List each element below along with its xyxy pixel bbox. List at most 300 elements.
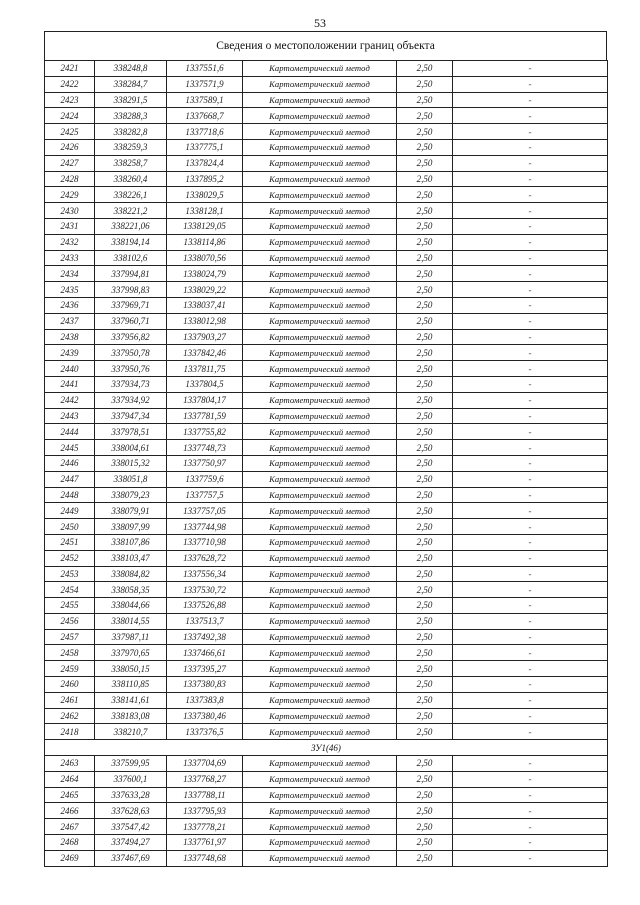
coord-x-cell: 338102,6 [95,250,167,266]
accuracy-cell: 2,50 [397,582,453,598]
accuracy-cell: 2,50 [397,661,453,677]
method-cell: Картометрический метод [243,171,397,187]
accuracy-cell: 2,50 [397,392,453,408]
note-cell: - [453,424,608,440]
coord-y-cell: 1338070,56 [167,250,243,266]
coord-x-cell: 338079,23 [95,487,167,503]
note-cell: - [453,329,608,345]
note-cell: - [453,124,608,140]
method-cell: Картометрический метод [243,787,397,803]
method-cell: Картометрический метод [243,61,397,77]
method-cell: Картометрический метод [243,440,397,456]
accuracy-cell: 2,50 [397,550,453,566]
method-cell: Картометрический метод [243,218,397,234]
note-cell: - [453,392,608,408]
note-cell: - [453,708,608,724]
accuracy-cell: 2,50 [397,519,453,535]
table-row [45,819,608,835]
note-cell: - [453,850,608,866]
coord-y-cell: 1337759,6 [167,471,243,487]
coord-y-cell: 1337757,05 [167,503,243,519]
method-cell: Картометрический метод [243,282,397,298]
point-number-cell: 2450 [45,519,95,535]
coord-y-cell: 1338024,79 [167,266,243,282]
table-row [45,124,608,140]
point-number-cell: 2429 [45,187,95,203]
method-cell: Картометрический метод [243,329,397,345]
note-cell: - [453,171,608,187]
table-row [45,661,608,677]
note-cell: - [453,218,608,234]
note-cell: - [453,819,608,835]
table-row [45,313,608,329]
accuracy-cell: 2,50 [397,645,453,661]
coord-y-cell: 1337788,11 [167,787,243,803]
table-row [45,519,608,535]
coord-x-cell: 338015,32 [95,455,167,471]
coord-x-cell: 338084,82 [95,566,167,582]
method-cell: Картометрический метод [243,92,397,108]
accuracy-cell: 2,50 [397,124,453,140]
method-cell: Картометрический метод [243,424,397,440]
accuracy-cell: 2,50 [397,424,453,440]
method-cell: Картометрический метод [243,724,397,740]
note-cell: - [453,234,608,250]
note-cell: - [453,440,608,456]
section-label: ЗУ1(46) [45,740,608,756]
note-cell: - [453,724,608,740]
note-cell: - [453,76,608,92]
point-number-cell: 2454 [45,582,95,598]
note-cell: - [453,108,608,124]
table-row [45,329,608,345]
coord-y-cell: 1337466,61 [167,645,243,661]
method-cell: Картометрический метод [243,756,397,772]
point-number-cell: 2440 [45,361,95,377]
coord-y-cell: 1337628,72 [167,550,243,566]
accuracy-cell: 2,50 [397,187,453,203]
point-number-cell: 2453 [45,566,95,582]
method-cell: Картометрический метод [243,250,397,266]
point-number-cell: 2465 [45,787,95,803]
accuracy-cell: 2,50 [397,234,453,250]
note-cell: - [453,787,608,803]
point-number-cell: 2444 [45,424,95,440]
method-cell: Картометрический метод [243,519,397,535]
note-cell: - [453,376,608,392]
method-cell: Картометрический метод [243,455,397,471]
method-cell: Картометрический метод [243,534,397,550]
method-cell: Картометрический метод [243,708,397,724]
accuracy-cell: 2,50 [397,534,453,550]
coord-y-cell: 1337804,17 [167,392,243,408]
table-row [45,771,608,787]
point-number-cell: 2462 [45,708,95,724]
table-row [45,408,608,424]
coord-y-cell: 1337589,1 [167,92,243,108]
point-number-cell: 2445 [45,440,95,456]
table-row [45,629,608,645]
coord-y-cell: 1338129,05 [167,218,243,234]
note-cell: - [453,345,608,361]
accuracy-cell: 2,50 [397,266,453,282]
coord-y-cell: 1337761,97 [167,835,243,851]
point-number-cell: 2461 [45,692,95,708]
note-cell: - [453,629,608,645]
note-cell: - [453,598,608,614]
point-number-cell: 2439 [45,345,95,361]
table-row [45,503,608,519]
point-number-cell: 2467 [45,819,95,835]
point-number-cell: 2432 [45,234,95,250]
coord-x-cell: 337969,71 [95,297,167,313]
table-row [45,440,608,456]
coord-x-cell: 337494,27 [95,835,167,851]
coord-y-cell: 1337710,98 [167,534,243,550]
note-cell: - [453,313,608,329]
coord-y-cell: 1337748,73 [167,440,243,456]
note-cell: - [453,582,608,598]
table-row [45,850,608,866]
point-number-cell: 2428 [45,171,95,187]
coord-y-cell: 1337750,97 [167,455,243,471]
accuracy-cell: 2,50 [397,724,453,740]
accuracy-cell: 2,50 [397,771,453,787]
method-cell: Картометрический метод [243,803,397,819]
accuracy-cell: 2,50 [397,155,453,171]
coord-y-cell: 1337380,83 [167,677,243,693]
table-row [45,534,608,550]
table-row [45,613,608,629]
coord-x-cell: 338141,61 [95,692,167,708]
table-row [45,376,608,392]
table-row [45,76,608,92]
note-cell: - [453,471,608,487]
coord-x-cell: 337970,65 [95,645,167,661]
accuracy-cell: 2,50 [397,313,453,329]
coord-y-cell: 1337383,8 [167,692,243,708]
method-cell: Картометрический метод [243,203,397,219]
coordinates-rows-part-1 [45,61,608,740]
method-cell: Картометрический метод [243,692,397,708]
coord-x-cell: 338284,7 [95,76,167,92]
coord-x-cell: 338044,66 [95,598,167,614]
accuracy-cell: 2,50 [397,203,453,219]
coord-x-cell: 338282,8 [95,124,167,140]
boundary-table-sheet [44,31,607,867]
note-cell: - [453,297,608,313]
coord-x-cell: 337633,28 [95,787,167,803]
coord-y-cell: 1337571,9 [167,76,243,92]
point-number-cell: 2425 [45,124,95,140]
note-cell: - [453,139,608,155]
coord-x-cell: 338260,4 [95,171,167,187]
table-row [45,724,608,740]
point-number-cell: 2426 [45,139,95,155]
accuracy-cell: 2,50 [397,598,453,614]
table-row [45,598,608,614]
coord-x-cell: 338210,7 [95,724,167,740]
note-cell: - [453,677,608,693]
table-title: Сведения о местоположении границ объекта [44,31,607,60]
point-number-cell: 2466 [45,803,95,819]
point-number-cell: 2469 [45,850,95,866]
method-cell: Картометрический метод [243,771,397,787]
table-row [45,424,608,440]
table-row [45,550,608,566]
table-row [45,692,608,708]
note-cell: - [453,250,608,266]
coord-x-cell: 337950,76 [95,361,167,377]
table-row [45,787,608,803]
coord-y-cell: 1337903,27 [167,329,243,345]
coord-y-cell: 1337395,27 [167,661,243,677]
table-row [45,487,608,503]
page-number: 53 [314,16,326,30]
point-number-cell: 2457 [45,629,95,645]
note-cell: - [453,756,608,772]
coord-y-cell: 1337842,46 [167,345,243,361]
coord-x-cell: 337956,82 [95,329,167,345]
coord-x-cell: 337998,83 [95,282,167,298]
table-row [45,218,608,234]
coord-x-cell: 337628,63 [95,803,167,819]
coord-y-cell: 1337804,5 [167,376,243,392]
method-cell: Картометрический метод [243,408,397,424]
coord-x-cell: 338097,99 [95,519,167,535]
method-cell: Картометрический метод [243,376,397,392]
point-number-cell: 2449 [45,503,95,519]
point-number-cell: 2431 [45,218,95,234]
method-cell: Картометрический метод [243,76,397,92]
coord-y-cell: 1337755,82 [167,424,243,440]
method-cell: Картометрический метод [243,645,397,661]
table-row [45,282,608,298]
accuracy-cell: 2,50 [397,440,453,456]
table-row [45,187,608,203]
coord-y-cell: 1337551,6 [167,61,243,77]
method-cell: Картометрический метод [243,155,397,171]
method-cell: Картометрический метод [243,550,397,566]
accuracy-cell: 2,50 [397,471,453,487]
method-cell: Картометрический метод [243,187,397,203]
table-row [45,803,608,819]
method-cell: Картометрический метод [243,677,397,693]
note-cell: - [453,155,608,171]
point-number-cell: 2435 [45,282,95,298]
point-number-cell: 2468 [45,835,95,851]
note-cell: - [453,771,608,787]
point-number-cell: 2460 [45,677,95,693]
point-number-cell: 2456 [45,613,95,629]
point-number-cell: 2424 [45,108,95,124]
note-cell: - [453,187,608,203]
table-row [45,266,608,282]
method-cell: Картометрический метод [243,582,397,598]
accuracy-cell: 2,50 [397,692,453,708]
coord-x-cell: 338221,06 [95,218,167,234]
accuracy-cell: 2,50 [397,345,453,361]
accuracy-cell: 2,50 [397,613,453,629]
table-row [45,203,608,219]
point-number-cell: 2459 [45,661,95,677]
coord-x-cell: 337599,95 [95,756,167,772]
accuracy-cell: 2,50 [397,850,453,866]
accuracy-cell: 2,50 [397,629,453,645]
method-cell: Картометрический метод [243,108,397,124]
coord-x-cell: 337467,69 [95,850,167,866]
coord-x-cell: 337994,81 [95,266,167,282]
coord-x-cell: 338288,3 [95,108,167,124]
coord-y-cell: 1337718,6 [167,124,243,140]
coord-x-cell: 338014,55 [95,613,167,629]
point-number-cell: 2464 [45,771,95,787]
coord-x-cell: 337934,92 [95,392,167,408]
point-number-cell: 2421 [45,61,95,77]
point-number-cell: 2418 [45,724,95,740]
point-number-cell: 2442 [45,392,95,408]
method-cell: Картометрический метод [243,503,397,519]
point-number-cell: 2447 [45,471,95,487]
coord-x-cell: 338058,35 [95,582,167,598]
table-row [45,361,608,377]
coord-y-cell: 1337556,34 [167,566,243,582]
method-cell: Картометрический метод [243,819,397,835]
method-cell: Картометрический метод [243,234,397,250]
coord-x-cell: 338183,08 [95,708,167,724]
note-cell: - [453,835,608,851]
coord-x-cell: 338221,2 [95,203,167,219]
note-cell: - [453,503,608,519]
coordinates-table [44,60,608,867]
coord-x-cell: 338107,86 [95,534,167,550]
table-row [45,471,608,487]
note-cell: - [453,92,608,108]
accuracy-cell: 2,50 [397,566,453,582]
coord-x-cell: 338050,15 [95,661,167,677]
point-number-cell: 2437 [45,313,95,329]
note-cell: - [453,487,608,503]
table-row [45,835,608,851]
method-cell: Картометрический метод [243,598,397,614]
coord-y-cell: 1337781,59 [167,408,243,424]
method-cell: Картометрический метод [243,629,397,645]
point-number-cell: 2443 [45,408,95,424]
coord-y-cell: 1337795,93 [167,803,243,819]
table-row [45,345,608,361]
coord-x-cell: 338194,14 [95,234,167,250]
point-number-cell: 2427 [45,155,95,171]
accuracy-cell: 2,50 [397,139,453,155]
coord-x-cell: 337960,71 [95,313,167,329]
note-cell: - [453,282,608,298]
table-row [45,645,608,661]
coordinates-rows-part-2 [45,756,608,867]
table-row [45,392,608,408]
coord-x-cell: 337947,34 [95,408,167,424]
coord-y-cell: 1338114,86 [167,234,243,250]
coord-x-cell: 338258,7 [95,155,167,171]
accuracy-cell: 2,50 [397,76,453,92]
method-cell: Картометрический метод [243,613,397,629]
note-cell: - [453,534,608,550]
table-row [45,455,608,471]
coord-y-cell: 1337376,5 [167,724,243,740]
coord-x-cell: 338259,3 [95,139,167,155]
method-cell: Картометрический метод [243,487,397,503]
point-number-cell: 2448 [45,487,95,503]
method-cell: Картометрический метод [243,297,397,313]
coord-y-cell: 1337513,7 [167,613,243,629]
method-cell: Картометрический метод [243,124,397,140]
point-number-cell: 2463 [45,756,95,772]
method-cell: Картометрический метод [243,361,397,377]
accuracy-cell: 2,50 [397,503,453,519]
accuracy-cell: 2,50 [397,835,453,851]
coord-x-cell: 338248,8 [95,61,167,77]
note-cell: - [453,645,608,661]
method-cell: Картометрический метод [243,471,397,487]
note-cell: - [453,203,608,219]
coord-y-cell: 1338029,5 [167,187,243,203]
point-number-cell: 2438 [45,329,95,345]
method-cell: Картометрический метод [243,566,397,582]
accuracy-cell: 2,50 [397,218,453,234]
point-number-cell: 2433 [45,250,95,266]
accuracy-cell: 2,50 [397,487,453,503]
point-number-cell: 2422 [45,76,95,92]
note-cell: - [453,550,608,566]
coord-y-cell: 1337775,1 [167,139,243,155]
accuracy-cell: 2,50 [397,282,453,298]
method-cell: Картометрический метод [243,661,397,677]
coord-y-cell: 1338037,41 [167,297,243,313]
accuracy-cell: 2,50 [397,787,453,803]
accuracy-cell: 2,50 [397,361,453,377]
note-cell: - [453,519,608,535]
accuracy-cell: 2,50 [397,61,453,77]
accuracy-cell: 2,50 [397,297,453,313]
coord-x-cell: 338051,8 [95,471,167,487]
table-row [45,234,608,250]
point-number-cell: 2430 [45,203,95,219]
method-cell: Картометрический метод [243,313,397,329]
table-row [45,250,608,266]
note-cell: - [453,661,608,677]
table-row [45,297,608,313]
coord-y-cell: 1337778,21 [167,819,243,835]
coord-x-cell: 338226,1 [95,187,167,203]
coord-x-cell: 338004,61 [95,440,167,456]
note-cell: - [453,803,608,819]
note-cell: - [453,613,608,629]
coord-x-cell: 337934,73 [95,376,167,392]
coord-x-cell: 337950,78 [95,345,167,361]
note-cell: - [453,266,608,282]
coord-x-cell: 337547,42 [95,819,167,835]
method-cell: Картометрический метод [243,392,397,408]
coord-y-cell: 1337526,88 [167,598,243,614]
coord-y-cell: 1337895,2 [167,171,243,187]
accuracy-cell: 2,50 [397,756,453,772]
accuracy-cell: 2,50 [397,108,453,124]
point-number-cell: 2441 [45,376,95,392]
note-cell: - [453,566,608,582]
accuracy-cell: 2,50 [397,677,453,693]
coord-y-cell: 1337530,72 [167,582,243,598]
coord-y-cell: 1337492,38 [167,629,243,645]
coord-y-cell: 1337380,46 [167,708,243,724]
